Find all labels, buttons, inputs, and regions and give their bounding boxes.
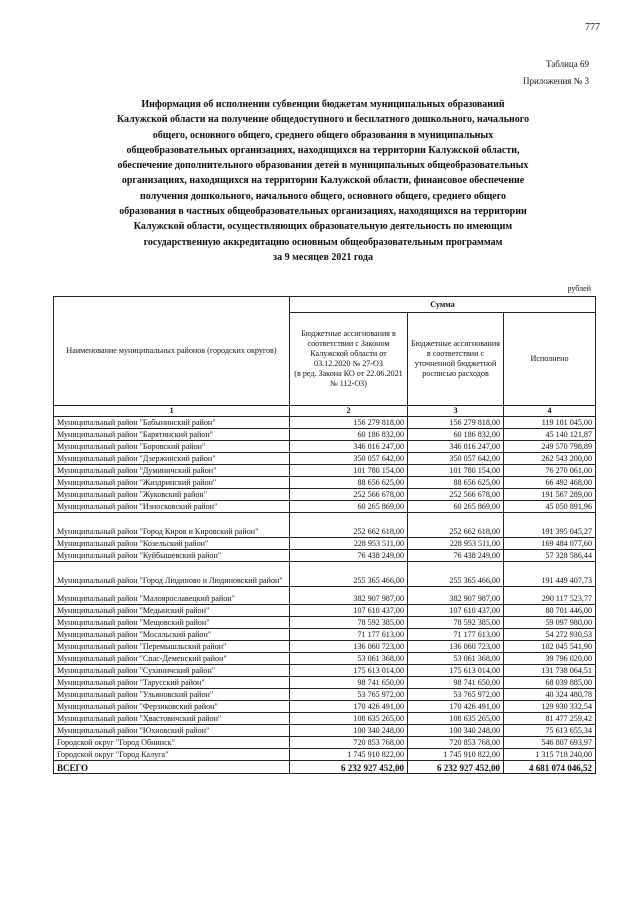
table-row <box>54 725 596 737</box>
total-budget-law: 6 232 927 452,00 <box>290 761 408 774</box>
table-row <box>54 501 596 513</box>
budget-law-value: 228 953 511,00 <box>290 538 408 550</box>
table-row <box>54 641 596 653</box>
budget-schedule-value: 228 953 511,00 <box>408 538 504 550</box>
budget-schedule-value: 98 741 650,00 <box>408 677 504 689</box>
table-row <box>54 429 596 441</box>
budget-schedule-value: 101 780 154,00 <box>408 465 504 477</box>
table-row <box>54 749 596 761</box>
budget-law-value: 53 765 972,00 <box>290 689 408 701</box>
col-number-3: 3 <box>408 406 504 417</box>
budget-law-value: 101 780 154,00 <box>290 465 408 477</box>
district-name: Муниципальный район "Хвастовичский район" <box>54 713 290 725</box>
subvention-table <box>53 296 596 774</box>
units-label: рублей <box>567 284 591 293</box>
executed-value: 102 045 541,90 <box>504 641 596 653</box>
executed-value: 80 701 446,00 <box>504 605 596 617</box>
budget-law-value: 88 656 625,00 <box>290 477 408 489</box>
table-row <box>54 629 596 641</box>
executed-value: 59 097 980,00 <box>504 617 596 629</box>
total-label: ВСЕГО <box>54 761 290 774</box>
district-name: Муниципальный район "Ульяновский район" <box>54 689 290 701</box>
budget-schedule-value: 1 745 910 822,00 <box>408 749 504 761</box>
budget-schedule-value: 156 279 818,00 <box>408 417 504 429</box>
budget-schedule-value: 71 177 613,00 <box>408 629 504 641</box>
district-name: Муниципальный район "Износковский район" <box>54 501 290 513</box>
executed-value: 546 807 693,97 <box>504 737 596 749</box>
district-name: Муниципальный район "Спас-Деменский район" <box>54 653 290 665</box>
table-row <box>54 562 596 587</box>
budget-law-value: 382 907 987,00 <box>290 587 408 605</box>
budget-schedule-value: 100 340 248,00 <box>408 725 504 737</box>
executed-value: 66 492 468,00 <box>504 477 596 489</box>
district-name: Муниципальный район "Тарусский район" <box>54 677 290 689</box>
budget-schedule-value: 720 853 768,00 <box>408 737 504 749</box>
budget-law-value: 255 365 466,00 <box>290 562 408 587</box>
budget-law-value: 170 426 491,00 <box>290 701 408 713</box>
executed-value: 1 315 718 240,00 <box>504 749 596 761</box>
table-row <box>54 689 596 701</box>
header-name-text: Наименование муниципальных районов (городских округов) <box>66 346 277 355</box>
budget-law-value: 53 061 368,00 <box>290 653 408 665</box>
executed-value: 75 613 655,34 <box>504 725 596 737</box>
table-label: Таблица 69 <box>546 59 589 69</box>
district-name: Муниципальный район "Жиздринский район" <box>54 477 290 489</box>
executed-value: 57 328 586,44 <box>504 550 596 562</box>
table-row <box>54 617 596 629</box>
budget-law-value: 78 592 385,00 <box>290 617 408 629</box>
table-row <box>54 417 596 429</box>
executed-value: 249 570 798,89 <box>504 441 596 453</box>
budget-schedule-value: 107 610 437,00 <box>408 605 504 617</box>
table-row <box>54 587 596 605</box>
budget-law-value: 98 741 650,00 <box>290 677 408 689</box>
header-col2 <box>290 313 408 406</box>
executed-value: 191 395 045,27 <box>504 513 596 538</box>
district-name: Муниципальный район "Бабынинский район" <box>54 417 290 429</box>
district-name: Муниципальный район "Боровский район" <box>54 441 290 453</box>
budget-law-value: 108 635 265,00 <box>290 713 408 725</box>
budget-law-value: 720 853 768,00 <box>290 737 408 749</box>
district-name: Муниципальный район "Город Киров и Кировский район" <box>54 513 290 538</box>
budget-schedule-value: 60 186 832,00 <box>408 429 504 441</box>
total-budget-schedule: 6 232 927 452,00 <box>408 761 504 774</box>
header-name <box>54 297 290 406</box>
budget-law-value: 76 438 249,00 <box>290 550 408 562</box>
district-name: Городской округ "Город Калуга" <box>54 749 290 761</box>
district-name: Муниципальный район "Малоярославецкий район" <box>54 587 290 605</box>
budget-law-value: 107 610 437,00 <box>290 605 408 617</box>
district-name: Муниципальный район "Козельский район" <box>54 538 290 550</box>
header-col4: Исполнено <box>504 313 596 406</box>
budget-schedule-value: 350 057 642,00 <box>408 453 504 465</box>
executed-value: 290 117 523,77 <box>504 587 596 605</box>
budget-schedule-value: 108 635 265,00 <box>408 713 504 725</box>
table-row <box>54 513 596 538</box>
table-row <box>54 677 596 689</box>
budget-schedule-value: 382 907 987,00 <box>408 587 504 605</box>
executed-value: 119 101 045,00 <box>504 417 596 429</box>
budget-law-value: 136 060 723,00 <box>290 641 408 653</box>
budget-law-value: 252 566 678,00 <box>290 489 408 501</box>
table-row <box>54 665 596 677</box>
col-number-2: 2 <box>290 406 408 417</box>
total-row <box>54 761 596 774</box>
executed-value: 76 270 061,00 <box>504 465 596 477</box>
table-row <box>54 713 596 725</box>
district-name: Муниципальный район "Город Людиново и Людиновский район" <box>54 562 290 587</box>
executed-value: 191 567 289,00 <box>504 489 596 501</box>
district-name: Муниципальный район "Сухиничский район" <box>54 665 290 677</box>
budget-schedule-value: 346 016 247,00 <box>408 441 504 453</box>
col-number-1: 1 <box>54 406 290 417</box>
district-name: Муниципальный район "Жуковский район" <box>54 489 290 501</box>
executed-value: 191 449 407,73 <box>504 562 596 587</box>
budget-law-value: 1 745 910 822,00 <box>290 749 408 761</box>
table-row <box>54 453 596 465</box>
district-name: Муниципальный район "Мещовский район" <box>54 617 290 629</box>
district-name: Городской округ "Город Обнинск" <box>54 737 290 749</box>
budget-schedule-value: 175 613 014,00 <box>408 665 504 677</box>
table-row <box>54 605 596 617</box>
budget-schedule-value: 252 566 678,00 <box>408 489 504 501</box>
executed-value: 169 484 077,60 <box>504 538 596 550</box>
executed-value: 131 738 064,51 <box>504 665 596 677</box>
budget-law-value: 350 057 642,00 <box>290 453 408 465</box>
executed-value: 40 324 480,78 <box>504 689 596 701</box>
district-name: Муниципальный район "Мосальский район" <box>54 629 290 641</box>
table-row <box>54 489 596 501</box>
header-col3: Бюджетные ассигнования в соответствии с уточненной бюджетной росписью расходов <box>408 313 504 406</box>
budget-schedule-value: 136 060 723,00 <box>408 641 504 653</box>
district-name: Муниципальный район "Медынский район" <box>54 605 290 617</box>
table-row <box>54 465 596 477</box>
page-number: 777 <box>585 22 600 33</box>
budget-schedule-value: 88 656 625,00 <box>408 477 504 489</box>
budget-law-value: 60 265 869,00 <box>290 501 408 513</box>
col-number-4: 4 <box>504 406 596 417</box>
budget-law-value: 71 177 613,00 <box>290 629 408 641</box>
executed-value: 68 039 885,00 <box>504 677 596 689</box>
executed-value: 129 930 332,54 <box>504 701 596 713</box>
budget-schedule-value: 78 592 385,00 <box>408 617 504 629</box>
table-row <box>54 441 596 453</box>
table-row <box>54 538 596 550</box>
header-col2-note: (в ред. Закона КО от 22.06.2021 № 112-ОЗ) <box>294 369 403 388</box>
budget-schedule-value: 252 662 618,00 <box>408 513 504 538</box>
district-name: Муниципальный район "Барятинский район" <box>54 429 290 441</box>
total-executed: 4 681 074 046,52 <box>504 761 596 774</box>
district-name: Муниципальный район "Ферзиковский район" <box>54 701 290 713</box>
executed-value: 262 543 200,00 <box>504 453 596 465</box>
table-row <box>54 550 596 562</box>
budget-schedule-value: 53 765 972,00 <box>408 689 504 701</box>
budget-law-value: 156 279 818,00 <box>290 417 408 429</box>
budget-schedule-value: 60 265 869,00 <box>408 501 504 513</box>
executed-value: 45 050 891,96 <box>504 501 596 513</box>
budget-law-value: 100 340 248,00 <box>290 725 408 737</box>
header-sum: Сумма <box>290 297 596 313</box>
document-title: Информация об исполнении субвенции бюджетам муниципальных образований Калужской области на получение общедоступного и бесплатного дошкольного, начального общего, основного общего, среднего общего образования в муниципальных общеобразовательных организациях, находящихся на территории Калужской области, обеспечение дополнительного образования детей в муниципальных общеобразовательных организациях, находящихся на территории Калужской области, финансовое обеспечение получения дошкольного, начального общего, основного общего, среднего общего образования в частных общеобразовательных организациях, находящихся на территории Калужской области, осуществляющих образовательную деятельность по имеющим государственную аккредитацию основным общеобразовательным программам за 9 месяцев 2021 года <box>116 99 530 263</box>
table-row <box>54 477 596 489</box>
budget-law-value: 346 016 247,00 <box>290 441 408 453</box>
budget-schedule-value: 76 438 249,00 <box>408 550 504 562</box>
budget-law-value: 60 186 832,00 <box>290 429 408 441</box>
budget-schedule-value: 255 365 466,00 <box>408 562 504 587</box>
budget-schedule-value: 170 426 491,00 <box>408 701 504 713</box>
district-name: Муниципальный район "Думиничский район" <box>54 465 290 477</box>
executed-value: 39 796 020,00 <box>504 653 596 665</box>
executed-value: 45 140 121,87 <box>504 429 596 441</box>
budget-law-value: 175 613 014,00 <box>290 665 408 677</box>
district-name: Муниципальный район "Перемышльский район" <box>54 641 290 653</box>
budget-schedule-value: 53 061 368,00 <box>408 653 504 665</box>
table-row <box>54 701 596 713</box>
district-name: Муниципальный район "Юхновский район" <box>54 725 290 737</box>
district-name: Муниципальный район "Дзержинский район" <box>54 453 290 465</box>
executed-value: 54 272 930,53 <box>504 629 596 641</box>
appendix-label: Приложения № 3 <box>522 76 589 86</box>
table-row <box>54 653 596 665</box>
header-col2-text: Бюджетные ассигнования в соответствии с Законом Калужской области от 03.12.2020 № 27-ОЗ <box>301 329 396 368</box>
executed-value: 81 477 259,42 <box>504 713 596 725</box>
budget-law-value: 252 662 618,00 <box>290 513 408 538</box>
table-row <box>54 737 596 749</box>
district-name: Муниципальный район "Куйбышевский район" <box>54 550 290 562</box>
